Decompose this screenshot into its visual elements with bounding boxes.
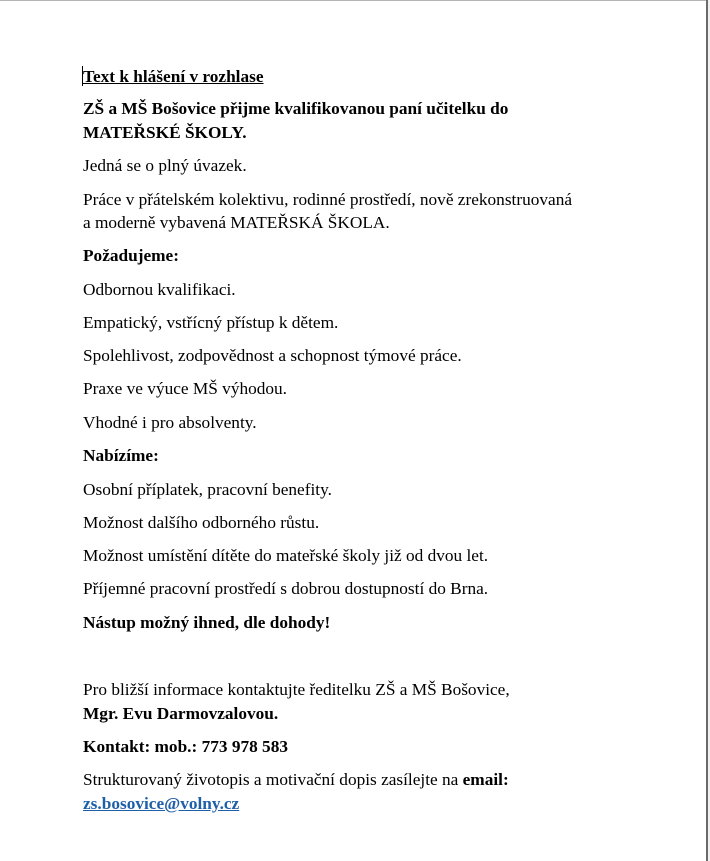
workplace-line-1: Práce v přátelském kolektivu, rodinné prostředí, nově zrekonstruovaná (83, 190, 573, 209)
contact-name: Mgr. Evu Darmovzalovou. (83, 704, 279, 723)
headline-line-1: ZŠ a MŠ Bošovice přijme kvalifikovanou paní učitelku do (83, 99, 509, 118)
start-note: Nástup možný ihned, dle dohody! (83, 613, 331, 632)
full-time-note: Jedná se o plný úvazek. (83, 156, 247, 175)
requirement-item: Vhodné i pro absolventy. (83, 413, 257, 432)
offer-item: Příjemné pracovní prostředí s dobrou dostupností do Brna. (83, 579, 489, 598)
requirement-item: Praxe ve výuce MŠ výhodou. (83, 379, 287, 398)
document-title: Text k hlášení v rozhlase (83, 67, 264, 86)
headline-line-2: MATEŘSKÉ ŠKOLY. (83, 123, 247, 142)
page-right-border (706, 0, 708, 861)
cv-text: Strukturovaný životopis a motivační dopis zasílejte na (83, 770, 463, 789)
requirement-item: Empatický, vstřícný přístup k dětem. (83, 313, 339, 332)
contact-intro: Pro bližší informace kontaktujte ředitelku ZŠ a MŠ Bošovice, (83, 680, 510, 699)
email-link[interactable]: zs.bosovice@volny.cz (83, 794, 240, 813)
offer-item: Možnost dalšího odborného růstu. (83, 513, 320, 532)
workplace-line-2: a moderně vybavená MATEŘSKÁ ŠKOLA. (83, 213, 390, 232)
offer-item: Osobní příplatek, pracovní benefity. (83, 480, 332, 499)
contact-phone: Kontakt: mob.: 773 978 583 (83, 737, 288, 756)
offer-item: Možnost umístění dítěte do mateřské školy již od dvou let. (83, 546, 489, 565)
offers-heading: Nabízíme: (83, 446, 159, 465)
requirement-item: Odbornou kvalifikaci. (83, 280, 236, 299)
email-label: email: (462, 770, 509, 789)
page-top-border (0, 0, 706, 1)
cv-instructions (83, 769, 509, 791)
requirements-heading: Požadujeme: (83, 246, 179, 265)
email-line (83, 793, 239, 815)
requirement-item: Spolehlivost, zodpovědnost a schopnost týmové práce. (83, 346, 462, 365)
